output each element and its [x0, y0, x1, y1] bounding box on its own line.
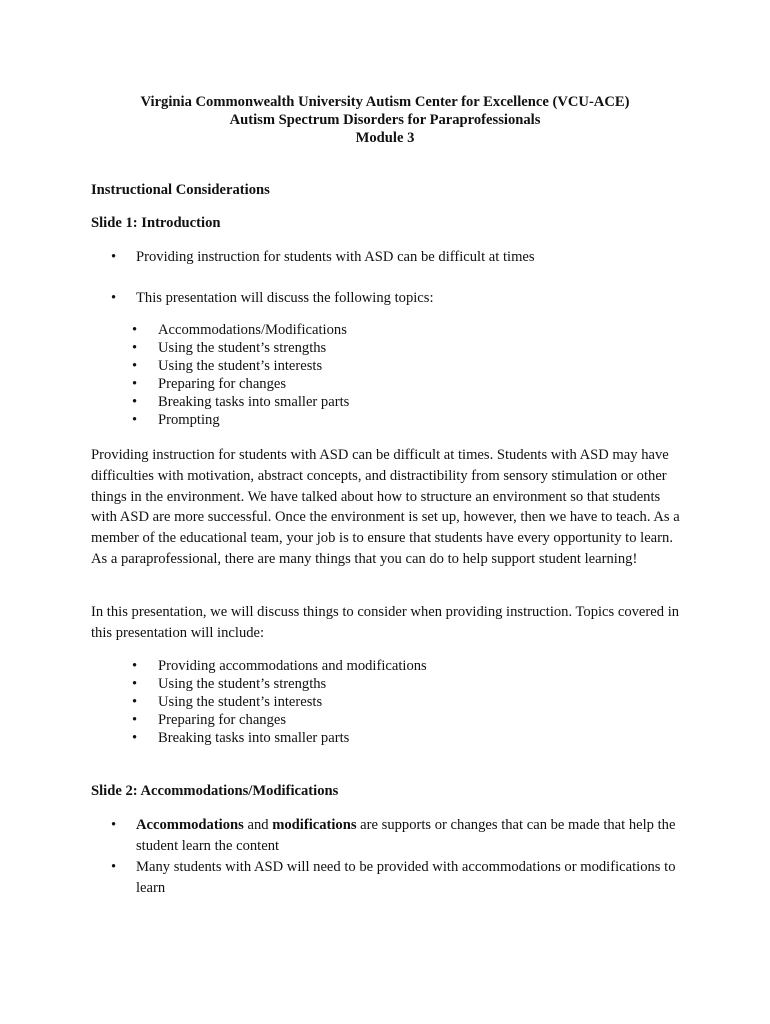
- conjunction-text: and: [243, 817, 273, 833]
- slide2-bullets: [91, 815, 691, 899]
- list-item: [91, 339, 691, 357]
- list-item: [91, 815, 691, 857]
- bullet-icon: •: [132, 340, 138, 356]
- topic-text: Preparing for changes: [158, 376, 287, 392]
- list-item: [91, 729, 691, 747]
- bullet-icon: •: [132, 376, 138, 392]
- bullet-icon: •: [132, 394, 138, 410]
- slide1-paragraph-2: In this presentation, we will discuss things to consider when providing instruction. Topics covered in this presentation will include:: [91, 604, 680, 641]
- covered-text: Providing accommodations and modifications: [158, 658, 427, 674]
- list-item: [91, 357, 691, 375]
- bullet-icon: •: [132, 412, 138, 428]
- bullet-icon: •: [132, 712, 138, 728]
- list-item: [91, 411, 691, 429]
- bullet-icon: •: [132, 694, 138, 710]
- covered-text: Breaking tasks into smaller parts: [158, 730, 350, 746]
- list-item: [91, 375, 691, 393]
- header-module: Module 3: [355, 130, 415, 146]
- bullet-icon: •: [111, 859, 117, 875]
- covered-text: Using the student’s interests: [158, 694, 323, 710]
- slide2-bullet-text: are supports or changes that can be made that help the student learn the content: [136, 817, 676, 854]
- section-title: Instructional Considerations: [91, 182, 270, 198]
- list-item: [91, 675, 691, 693]
- list-item: [91, 288, 711, 309]
- topic-text: Breaking tasks into smaller parts: [158, 394, 350, 410]
- slide2-bullet-text: Many students with ASD will need to be provided with accommodations or modifications to learn: [136, 859, 676, 896]
- list-item: [91, 657, 691, 675]
- covered-text: Using the student’s strengths: [158, 676, 327, 692]
- slide1-topic-list: [91, 321, 691, 429]
- header-course: Autism Spectrum Disorders for Paraprofessionals: [229, 112, 541, 128]
- list-item: [91, 247, 711, 268]
- list-item: [91, 857, 691, 899]
- bullet-icon: •: [111, 249, 117, 265]
- bullet-icon: •: [111, 817, 117, 833]
- header-institution: Virginia Commonwealth University Autism Center for Excellence (VCU-ACE): [140, 94, 630, 110]
- slide1-paragraph-1: Providing instruction for students with ASD can be difficult at times. Students with ASD may have difficulties with motivation, abstract concepts, and distractibility from sensory stimulation or other things in the environment. We have talked about how to structure an environment so that students with ASD are more successful. Once the environment is set up, however, then we have to teach. As a member of the educational team, your job is to ensure that students have every opportunity to learn. As a paraprofessional, there are many things that you can do to help support student learning!: [91, 447, 680, 567]
- list-item: [91, 321, 691, 339]
- bullet-icon: •: [111, 290, 117, 306]
- topic-text: Accommodations/Modifications: [158, 322, 347, 338]
- term-modifications: modifications: [272, 817, 357, 833]
- slide2-heading: Slide 2: Accommodations/Modifications: [91, 783, 339, 799]
- topic-text: Using the student’s interests: [158, 358, 323, 374]
- list-item: [91, 693, 691, 711]
- covered-text: Preparing for changes: [158, 712, 287, 728]
- bullet-icon: •: [132, 676, 138, 692]
- list-item: [91, 393, 691, 411]
- bullet-icon: •: [132, 358, 138, 374]
- term-accommodations: Accommodations: [136, 817, 244, 833]
- slide1-bullets-a: [91, 247, 711, 268]
- slide1-covered-list: [91, 657, 691, 747]
- document-header: [0, 93, 770, 147]
- slide1-bullet-text: This presentation will discuss the following topics:: [136, 290, 434, 306]
- slide1-heading: Slide 1: Introduction: [91, 215, 221, 231]
- topic-text: Prompting: [158, 412, 220, 428]
- topic-text: Using the student’s strengths: [158, 340, 327, 356]
- slide1-bullet-text: Providing instruction for students with ASD can be difficult at times: [136, 249, 535, 265]
- bullet-icon: •: [132, 658, 138, 674]
- bullet-icon: •: [132, 730, 138, 746]
- bullet-icon: •: [132, 322, 138, 338]
- list-item: [91, 711, 691, 729]
- slide1-bullets-b: [91, 288, 711, 309]
